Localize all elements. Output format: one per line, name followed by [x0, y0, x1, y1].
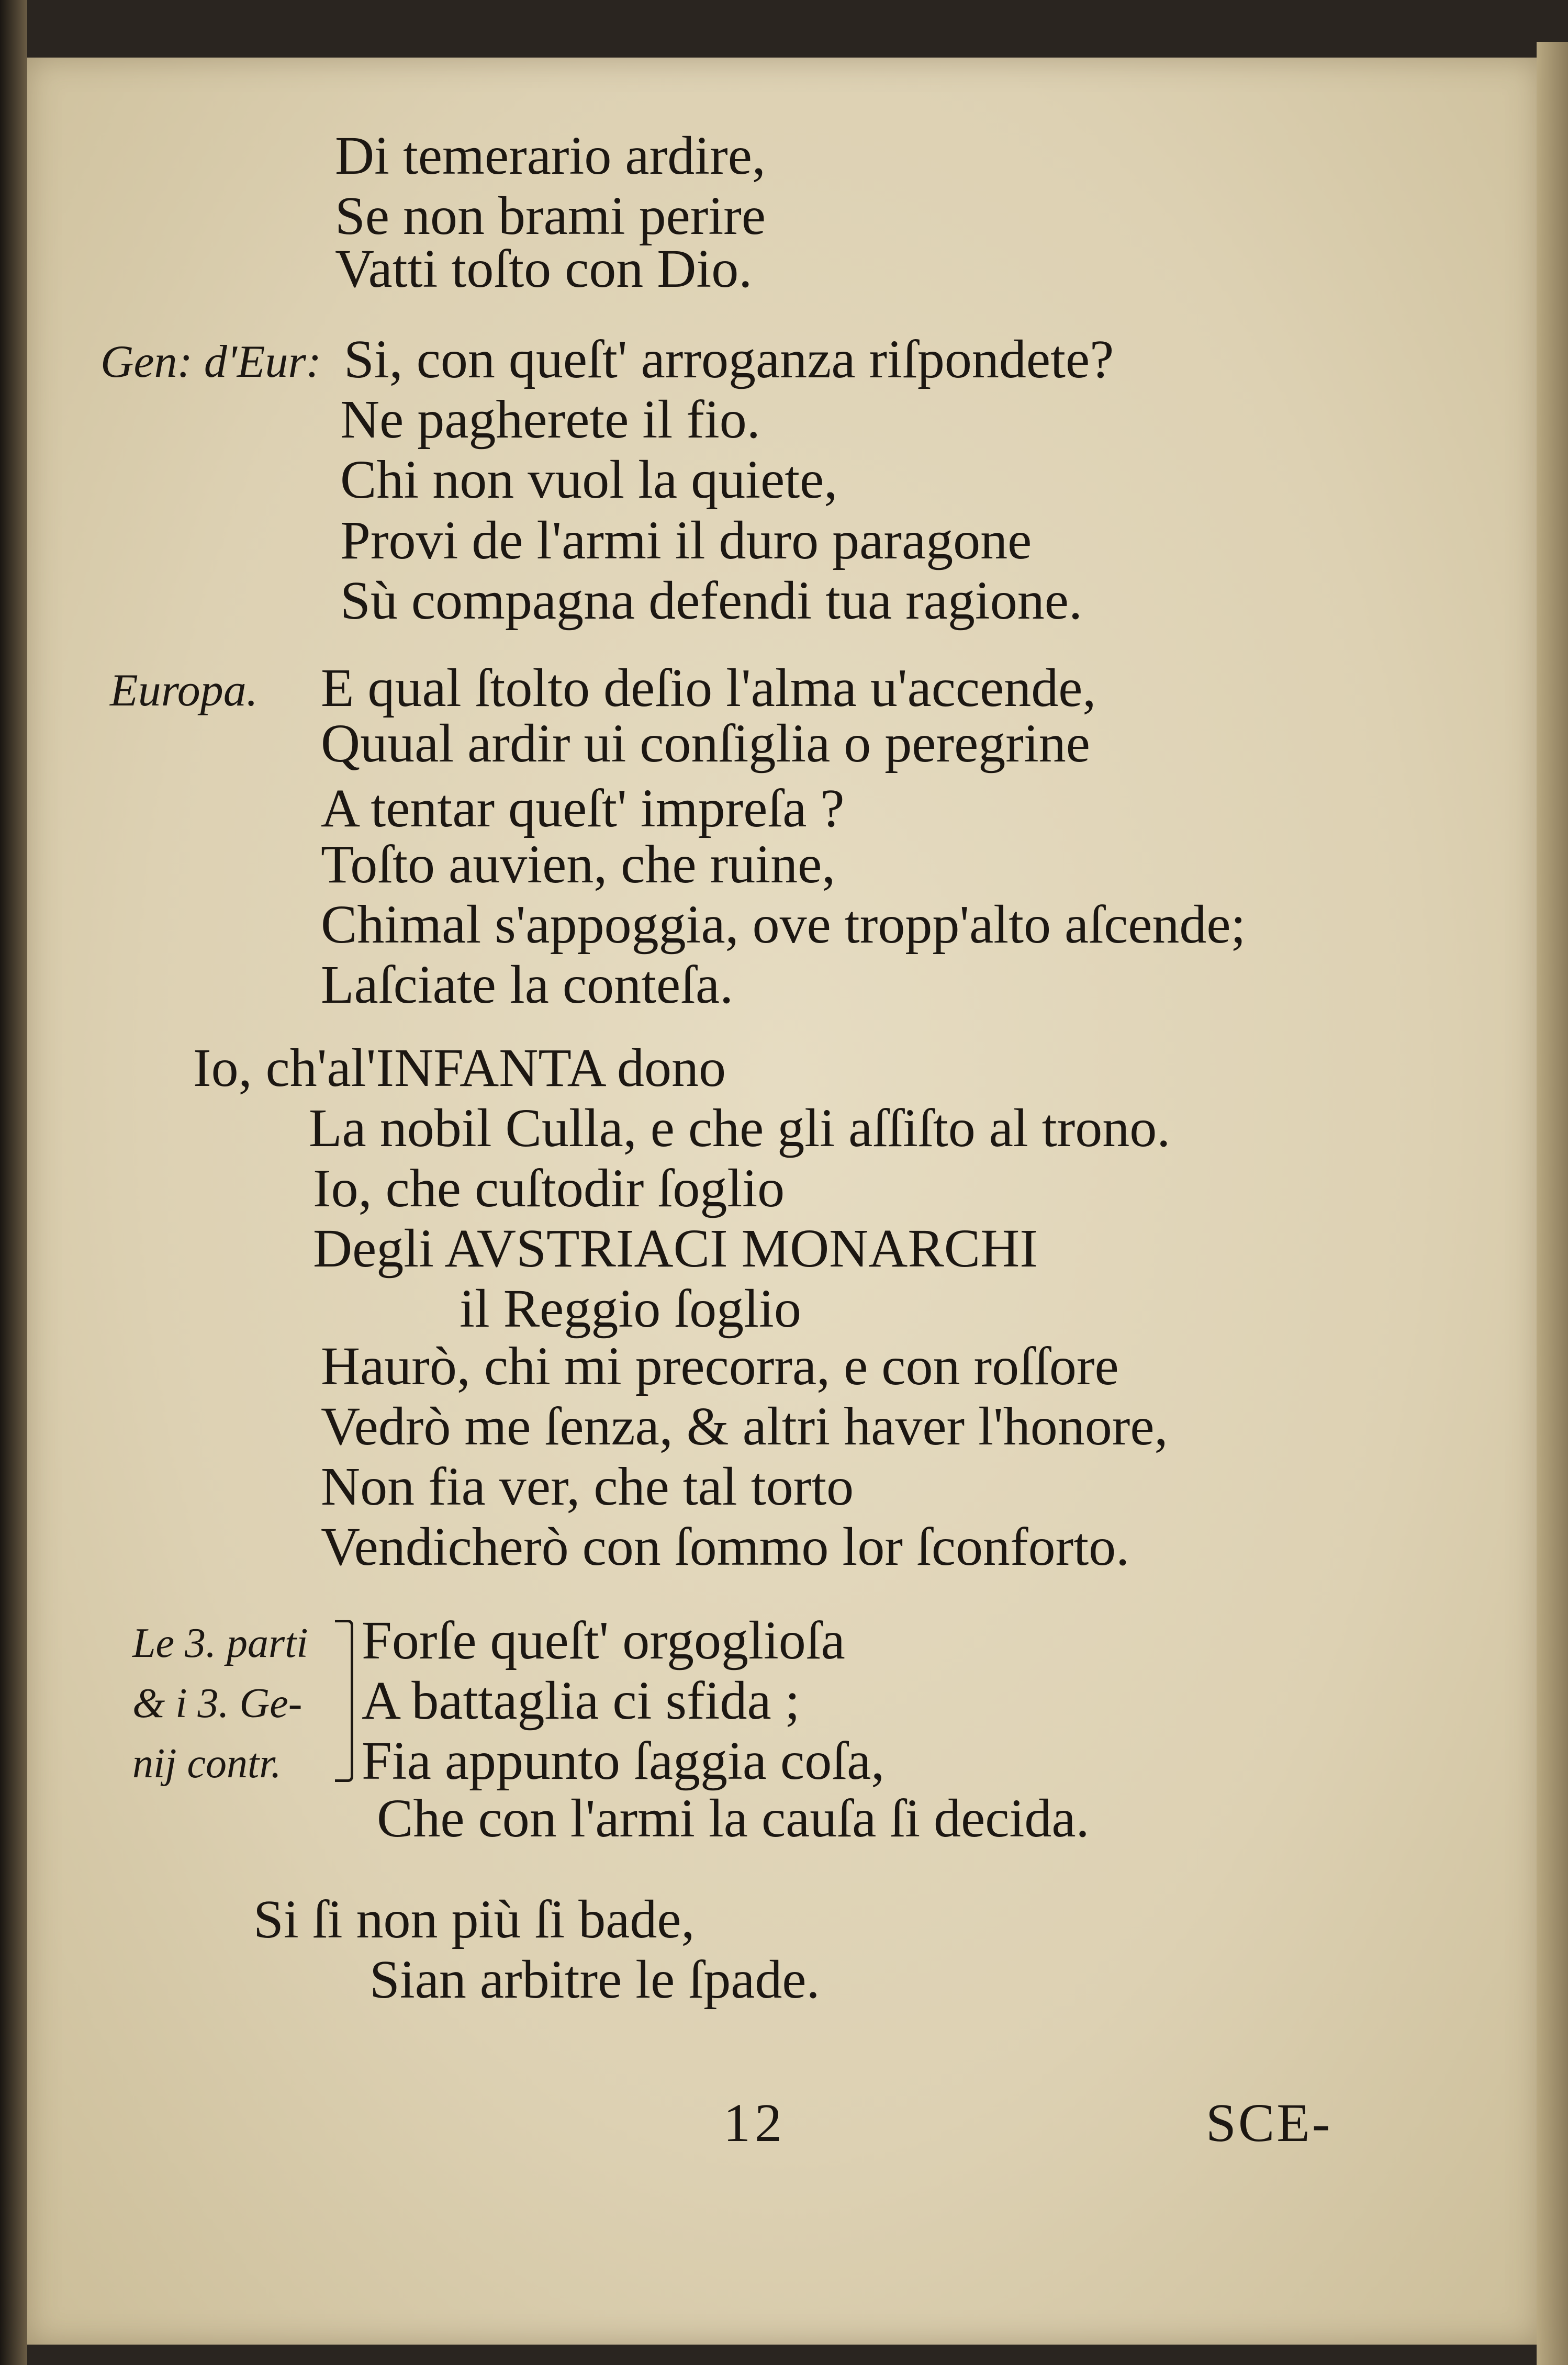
verse-line: Io, che cuſtodir ſoglio — [313, 1158, 785, 1218]
verse-line: Che con l'armi la cauſa ſi decida. — [377, 1788, 1090, 1848]
verse-line: Si, con queſt' arroganza riſpondete? — [344, 329, 1114, 389]
verse-line: Ne pagherete il fio. — [340, 389, 760, 450]
verse-line: il Reggio ſoglio — [460, 1279, 801, 1339]
verse-line: Vatti toſto con Dio. — [335, 239, 753, 299]
verse-line: E qual ſtolto deſio l'alma u'accende, — [321, 658, 1096, 718]
speaker-label: Gen: d'Eur: — [100, 337, 322, 387]
verse-line: Fia appunto ſaggia coſa, — [362, 1731, 885, 1791]
verse-line: Vendicherò con ſommo lor ſconforto. — [321, 1517, 1130, 1577]
speaker-label: nij contr. — [132, 1741, 282, 1787]
verse-line: Haurò, chi mi precorra, e con roſſore — [321, 1336, 1119, 1396]
verse-line: Di temerario ardire, — [335, 126, 766, 186]
verse-line: Forſe queſt' orgoglioſa — [362, 1610, 845, 1671]
verse-line: Quual ardir ui conſiglia o peregrine — [321, 713, 1090, 774]
speaker-label: Europa. — [110, 665, 258, 716]
verse-line: Laſciate la conteſa. — [321, 955, 734, 1015]
verse-line: Io, ch'al'INFANTA dono — [193, 1038, 726, 1098]
verse-line: Vedrò me ſenza, & altri haver l'honore, — [321, 1396, 1168, 1456]
page-edge — [1537, 42, 1568, 2365]
speaker-label: Le 3. parti — [132, 1620, 308, 1666]
verse-line: A tentar queſt' impreſa ? — [321, 778, 845, 838]
verse-line: A battaglia ci sfida ; — [362, 1671, 800, 1731]
catchword: SCE- — [1206, 2093, 1332, 2153]
speaker-brace — [335, 1620, 353, 1782]
verse-line: Se non brami perire — [335, 186, 766, 246]
verse-line: Degli AVSTRIACI MONARCHI — [313, 1218, 1038, 1279]
verse-line: Chimal s'appoggia, ove tropp'alto aſcende; — [321, 894, 1246, 955]
speaker-label: & i 3. Ge- — [132, 1680, 303, 1727]
verse-line: Chi non vuol la quiete, — [340, 450, 838, 510]
verse-line: Toſto auvien, che ruine, — [321, 834, 836, 894]
book-spine — [0, 0, 27, 2365]
verse-line: Sù compagna defendi tua ragione. — [340, 570, 1082, 631]
page-number: 12 — [723, 2093, 786, 2153]
verse-line: Provi de l'armi il duro paragone — [340, 510, 1032, 570]
verse-line: Non fia ver, che tal torto — [321, 1456, 854, 1517]
verse-line: Sian arbitre le ſpade. — [369, 1949, 820, 2010]
verse-line: La nobil Culla, e che gli aſſiſto al trono. — [309, 1098, 1171, 1158]
verse-line: Si ſi non più ſi bade, — [253, 1889, 695, 1949]
